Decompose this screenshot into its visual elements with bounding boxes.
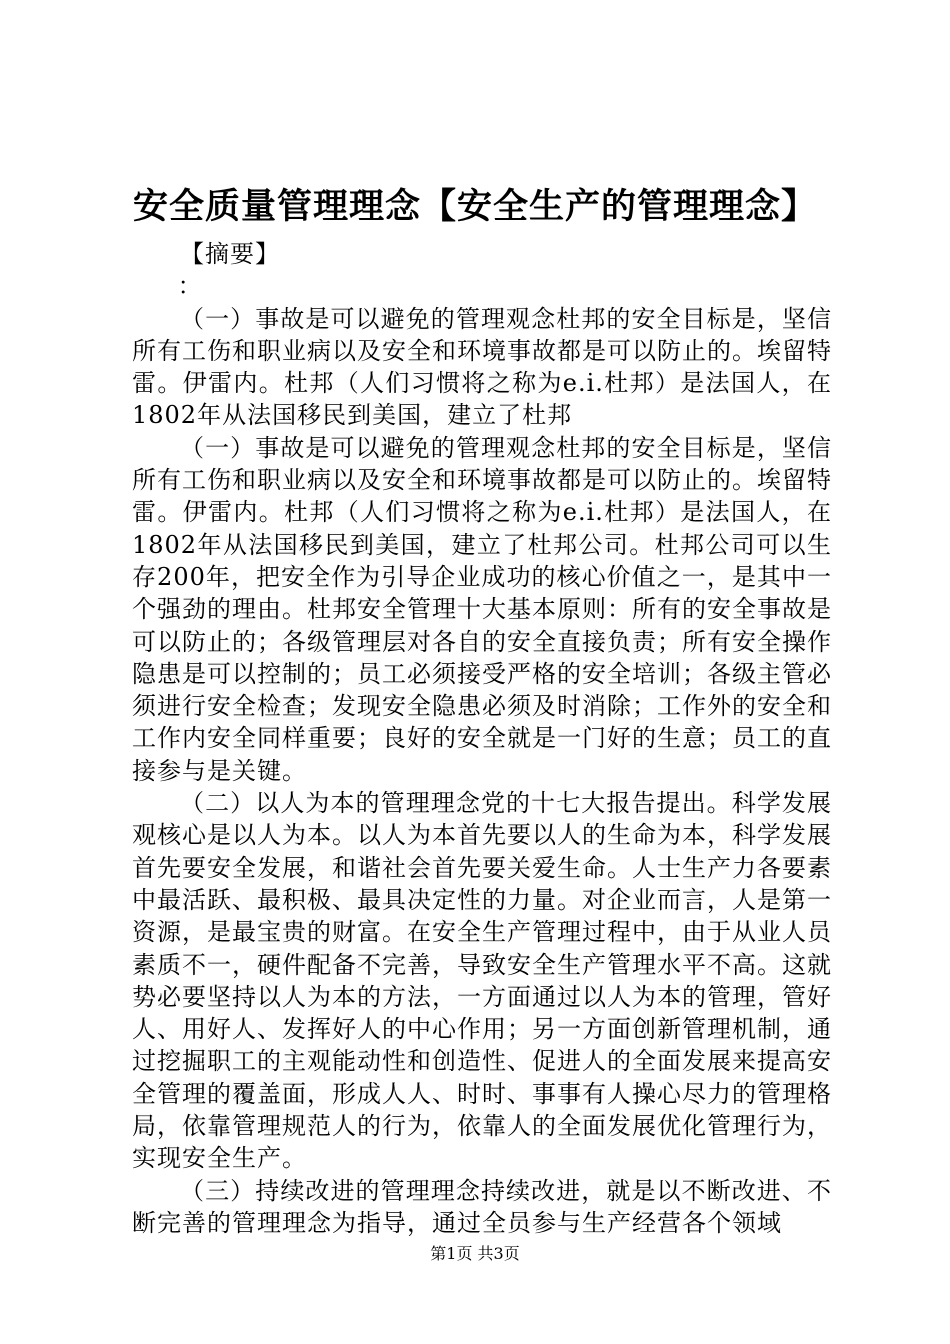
abstract-colon: ： <box>177 272 203 301</box>
paragraph-4: （三）持续改进的管理理念持续改进，就是以不断改进、不断完善的管理理念为指导，通过全员参与生产经营各个领域 <box>132 1176 832 1237</box>
page-footer: 第1页 共3页 <box>430 1244 520 1263</box>
abstract-label: 【摘要】 <box>180 240 280 268</box>
paragraph-3: （二）以人为本的管理理念党的十七大报告提出。科学发展观核心是以人为本。以人为本首先要以人的生命为本，科学发展首先要安全发展，和谐社会首先要关爱生命。人士生产力各要素中最活跃、最积极、最具决定性的力量。对企业而言，人是第一资源，是最宝贵的财富。在安全生产管理过程中，由于从业人员素质不一，硬件配备不完善，导致安全生产管理水平不高。这就势必要坚持以人为本的方法，一方面通过以人为本的管理，管好人、用好人、发挥好人的中心作用；另一方面创新管理机制，通过挖掘职工的主观能动性和创造性、促进人的全面发展来提高安全管理的覆盖面，形成人人、时时、事事有人操心尽力的管理格局，依靠管理规范人的行为，依靠人的全面发展优化管理行为，实现安全生产。 <box>132 789 832 1173</box>
document-body <box>132 238 832 1239</box>
paragraph-1: （一）事故是可以避免的管理观念杜邦的安全目标是，坚信所有工伤和职业病以及安全和环境事故都是可以防止的。埃留特雷。伊雷内。杜邦（人们习惯将之称为e.i.杜邦）是法国人，在1802年从法国移民到美国，建立了杜邦 <box>132 304 832 430</box>
paragraph-2: （一）事故是可以避免的管理观念杜邦的安全目标是，坚信所有工伤和职业病以及安全和环境事故都是可以防止的。埃留特雷。伊雷内。杜邦（人们习惯将之称为e.i.杜邦）是法国人，在1802年从法国移民到美国，建立了杜邦公司。杜邦公司可以生存200年，把安全作为引导企业成功的核心价值之一，是其中一个强劲的理由。杜邦安全管理十大基本原则：所有的安全事故是可以防止的；各级管理层对各自的安全直接负责；所有安全操作隐患是可以控制的；员工必须接受严格的安全培训；各级主管必须进行安全检查；发现安全隐患必须及时消除；工作外的安全和工作内安全同样重要；良好的安全就是一门好的生意；员工的直接参与是关键。 <box>132 433 832 785</box>
document-title: 安全质量管理理念【安全生产的管理理念】 <box>132 186 817 227</box>
